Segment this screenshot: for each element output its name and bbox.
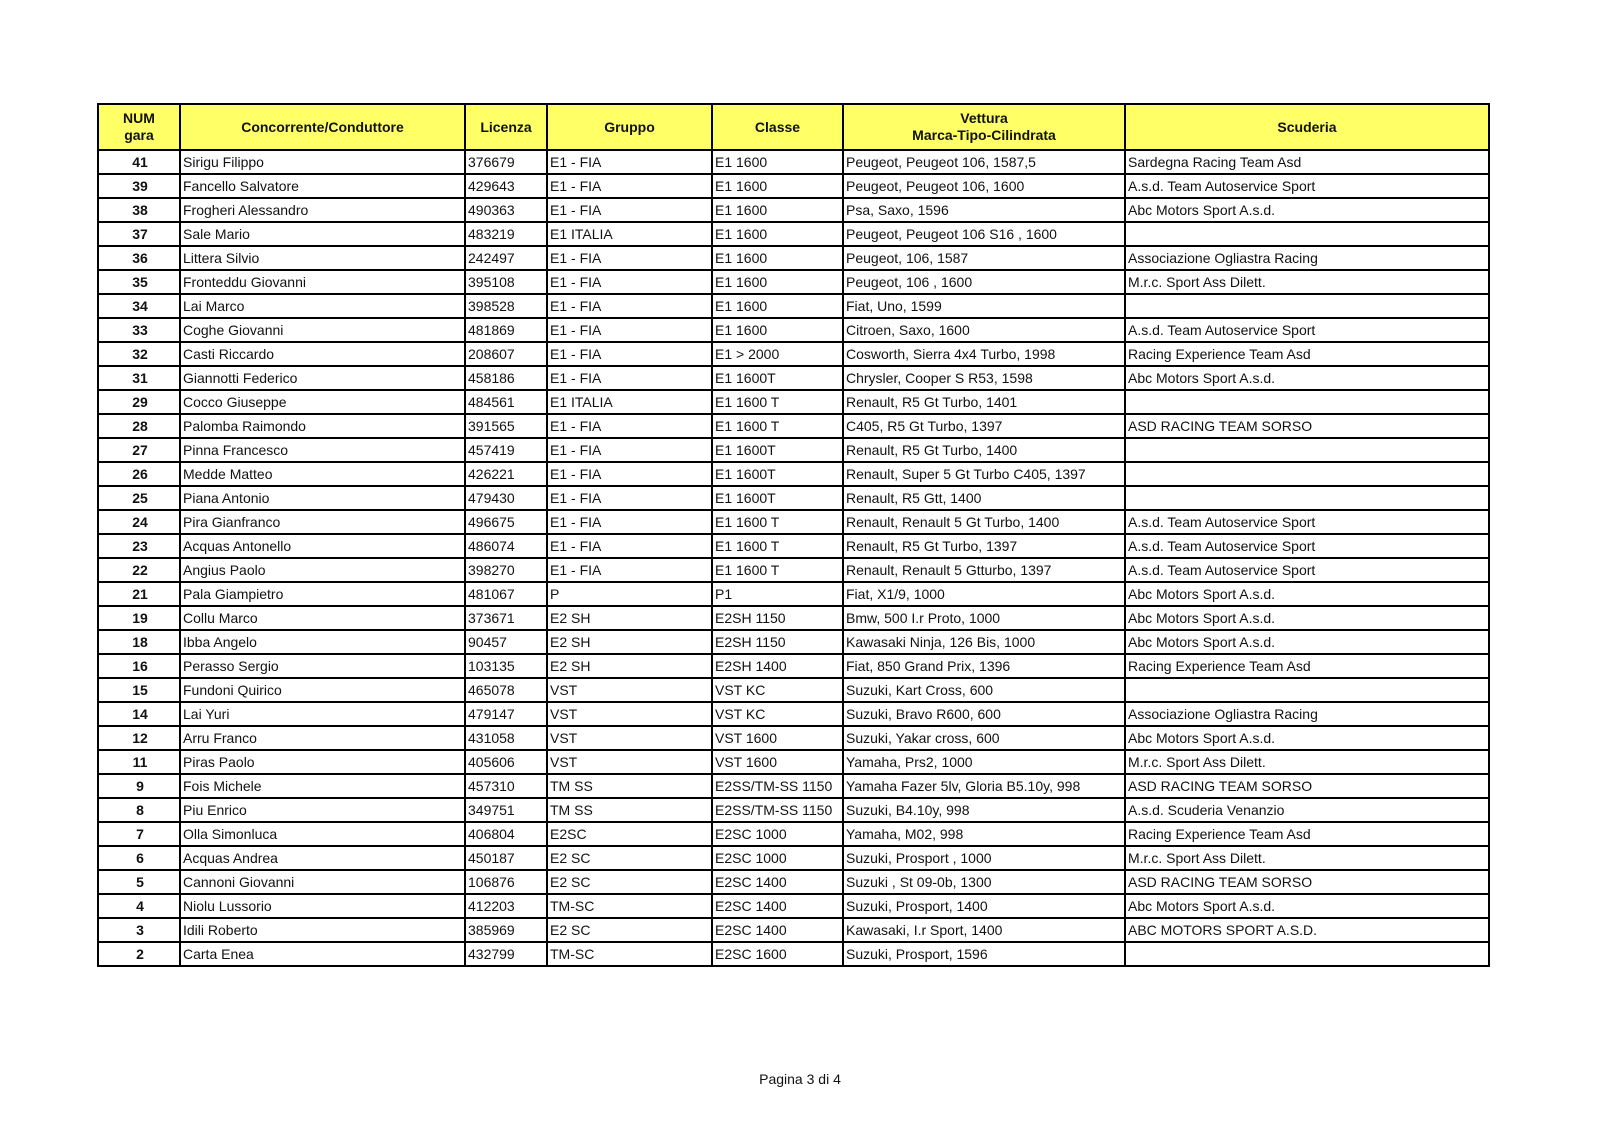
cell-driver: Sale Mario <box>180 222 465 246</box>
cell-car: Renault, Renault 5 Gt Turbo, 1400 <box>843 510 1125 534</box>
cell-team <box>1125 942 1489 966</box>
table-row <box>98 822 1489 846</box>
cell-num: 41 <box>98 150 180 174</box>
cell-num: 38 <box>98 198 180 222</box>
table-row <box>98 414 1489 438</box>
cell-team <box>1125 390 1489 414</box>
cell-group: E1 - FIA <box>547 462 712 486</box>
cell-team <box>1125 678 1489 702</box>
cell-license: 432799 <box>465 942 547 966</box>
cell-num: 24 <box>98 510 180 534</box>
cell-license: 450187 <box>465 846 547 870</box>
table-row <box>98 366 1489 390</box>
table-row <box>98 918 1489 942</box>
cell-driver: Coghe Giovanni <box>180 318 465 342</box>
table-row <box>98 774 1489 798</box>
cell-group: E2 SC <box>547 846 712 870</box>
cell-group: E1 - FIA <box>547 270 712 294</box>
cell-team: ASD RACING TEAM SORSO <box>1125 414 1489 438</box>
cell-class: E1 > 2000 <box>712 342 843 366</box>
cell-num: 8 <box>98 798 180 822</box>
header-group: Gruppo <box>547 104 712 150</box>
table-row <box>98 630 1489 654</box>
cell-license: 90457 <box>465 630 547 654</box>
header-car <box>843 104 1125 150</box>
table-row <box>98 222 1489 246</box>
cell-class: E1 1600T <box>712 462 843 486</box>
cell-car: Psa, Saxo, 1596 <box>843 198 1125 222</box>
cell-car: Suzuki, Prosport, 1596 <box>843 942 1125 966</box>
cell-license: 465078 <box>465 678 547 702</box>
cell-license: 373671 <box>465 606 547 630</box>
cell-team: Abc Motors Sport A.s.d. <box>1125 726 1489 750</box>
cell-team: Associazione Ogliastra Racing <box>1125 246 1489 270</box>
cell-driver: Casti Riccardo <box>180 342 465 366</box>
cell-group: E1 - FIA <box>547 366 712 390</box>
cell-license: 106876 <box>465 870 547 894</box>
cell-group: E1 ITALIA <box>547 222 712 246</box>
cell-num: 5 <box>98 870 180 894</box>
cell-car: Fiat, X1/9, 1000 <box>843 582 1125 606</box>
cell-class: E1 1600 T <box>712 414 843 438</box>
cell-group: E1 - FIA <box>547 414 712 438</box>
cell-group: E1 - FIA <box>547 510 712 534</box>
cell-license: 412203 <box>465 894 547 918</box>
cell-driver: Pala Giampietro <box>180 582 465 606</box>
cell-team: M.r.c. Sport Ass Dilett. <box>1125 750 1489 774</box>
cell-group: E1 - FIA <box>547 438 712 462</box>
cell-driver: Fancello Salvatore <box>180 174 465 198</box>
cell-team: Abc Motors Sport A.s.d. <box>1125 606 1489 630</box>
cell-driver: Fois Michele <box>180 774 465 798</box>
table-row <box>98 798 1489 822</box>
cell-car: Peugeot, 106 , 1600 <box>843 270 1125 294</box>
cell-class: VST KC <box>712 702 843 726</box>
table-row <box>98 342 1489 366</box>
cell-car: Renault, R5 Gt Turbo, 1400 <box>843 438 1125 462</box>
cell-driver: Piu Enrico <box>180 798 465 822</box>
cell-driver: Fundoni Quirico <box>180 678 465 702</box>
cell-license: 406804 <box>465 822 547 846</box>
cell-class: E1 1600T <box>712 438 843 462</box>
header-num-line1: NUM <box>123 110 155 126</box>
cell-num: 16 <box>98 654 180 678</box>
cell-driver: Cannoni Giovanni <box>180 870 465 894</box>
cell-class: E1 1600 T <box>712 534 843 558</box>
cell-car: Suzuki, Bravo R600, 600 <box>843 702 1125 726</box>
cell-num: 21 <box>98 582 180 606</box>
cell-team: Abc Motors Sport A.s.d. <box>1125 366 1489 390</box>
cell-car: Peugeot, 106, 1587 <box>843 246 1125 270</box>
table-row <box>98 174 1489 198</box>
table-row <box>98 390 1489 414</box>
table-row <box>98 678 1489 702</box>
cell-class: VST 1600 <box>712 750 843 774</box>
table-row <box>98 894 1489 918</box>
cell-class: E2SC 1600 <box>712 942 843 966</box>
header-car-line1: Vettura <box>960 110 1008 126</box>
cell-team: Sardegna Racing Team Asd <box>1125 150 1489 174</box>
cell-team: ASD RACING TEAM SORSO <box>1125 870 1489 894</box>
cell-car: Fiat, 850 Grand Prix, 1396 <box>843 654 1125 678</box>
header-car-line2: Marca-Tipo-Cilindrata <box>912 127 1056 143</box>
cell-num: 11 <box>98 750 180 774</box>
entry-list-table <box>97 103 1490 967</box>
cell-license: 242497 <box>465 246 547 270</box>
cell-car: Cosworth, Sierra 4x4 Turbo, 1998 <box>843 342 1125 366</box>
table-row <box>98 558 1489 582</box>
cell-num: 27 <box>98 438 180 462</box>
cell-license: 481067 <box>465 582 547 606</box>
cell-class: E2SC 1000 <box>712 846 843 870</box>
cell-team: Abc Motors Sport A.s.d. <box>1125 894 1489 918</box>
cell-driver: Niolu Lussorio <box>180 894 465 918</box>
cell-num: 4 <box>98 894 180 918</box>
cell-driver: Pira Gianfranco <box>180 510 465 534</box>
cell-driver: Palomba Raimondo <box>180 414 465 438</box>
cell-driver: Olla Simonluca <box>180 822 465 846</box>
cell-driver: Acquas Andrea <box>180 846 465 870</box>
cell-license: 479147 <box>465 702 547 726</box>
cell-class: E1 1600 T <box>712 558 843 582</box>
cell-num: 9 <box>98 774 180 798</box>
cell-license: 398270 <box>465 558 547 582</box>
cell-group: E2 SH <box>547 630 712 654</box>
cell-num: 29 <box>98 390 180 414</box>
page-footer: Pagina 3 di 4 <box>759 1071 841 1087</box>
cell-group: E1 ITALIA <box>547 390 712 414</box>
cell-group: VST <box>547 678 712 702</box>
cell-num: 7 <box>98 822 180 846</box>
cell-license: 496675 <box>465 510 547 534</box>
cell-license: 208607 <box>465 342 547 366</box>
cell-team: ASD RACING TEAM SORSO <box>1125 774 1489 798</box>
header-driver: Concorrente/Conduttore <box>180 104 465 150</box>
table-header-row <box>98 104 1489 150</box>
header-class: Classe <box>712 104 843 150</box>
cell-license: 483219 <box>465 222 547 246</box>
cell-group: TM-SC <box>547 942 712 966</box>
cell-license: 391565 <box>465 414 547 438</box>
cell-class: E1 1600 <box>712 150 843 174</box>
cell-num: 22 <box>98 558 180 582</box>
cell-car: Yamaha Fazer 5lv, Gloria B5.10y, 998 <box>843 774 1125 798</box>
cell-group: E2 SC <box>547 870 712 894</box>
cell-num: 34 <box>98 294 180 318</box>
cell-driver: Collu Marco <box>180 606 465 630</box>
cell-team <box>1125 462 1489 486</box>
cell-num: 19 <box>98 606 180 630</box>
cell-num: 36 <box>98 246 180 270</box>
cell-num: 14 <box>98 702 180 726</box>
cell-license: 385969 <box>465 918 547 942</box>
cell-car: Renault, R5 Gtt, 1400 <box>843 486 1125 510</box>
cell-license: 426221 <box>465 462 547 486</box>
cell-class: E2SC 1400 <box>712 870 843 894</box>
cell-team: Racing Experience Team Asd <box>1125 822 1489 846</box>
cell-num: 33 <box>98 318 180 342</box>
cell-class: E1 1600 <box>712 198 843 222</box>
table-row <box>98 198 1489 222</box>
cell-num: 32 <box>98 342 180 366</box>
cell-license: 484561 <box>465 390 547 414</box>
cell-car: Suzuki, Kart Cross, 600 <box>843 678 1125 702</box>
cell-team: A.s.d. Team Autoservice Sport <box>1125 534 1489 558</box>
table-row <box>98 870 1489 894</box>
cell-car: Suzuki, Prosport , 1000 <box>843 846 1125 870</box>
table-row <box>98 846 1489 870</box>
cell-group: E1 - FIA <box>547 246 712 270</box>
cell-license: 490363 <box>465 198 547 222</box>
table-row <box>98 294 1489 318</box>
table-row <box>98 606 1489 630</box>
table-row <box>98 534 1489 558</box>
cell-team: A.s.d. Team Autoservice Sport <box>1125 558 1489 582</box>
cell-class: VST 1600 <box>712 726 843 750</box>
cell-team: M.r.c. Sport Ass Dilett. <box>1125 846 1489 870</box>
table-row <box>98 654 1489 678</box>
cell-driver: Lai Marco <box>180 294 465 318</box>
cell-car: Renault, Renault 5 Gtturbo, 1397 <box>843 558 1125 582</box>
cell-group: E1 - FIA <box>547 558 712 582</box>
cell-group: E2SC <box>547 822 712 846</box>
cell-group: VST <box>547 750 712 774</box>
cell-car: Yamaha, M02, 998 <box>843 822 1125 846</box>
cell-driver: Pinna Francesco <box>180 438 465 462</box>
cell-car: Suzuki, Yakar cross, 600 <box>843 726 1125 750</box>
cell-group: E1 - FIA <box>547 294 712 318</box>
cell-driver: Frogheri Alessandro <box>180 198 465 222</box>
table-row <box>98 510 1489 534</box>
cell-class: E1 1600T <box>712 366 843 390</box>
cell-team: Associazione Ogliastra Racing <box>1125 702 1489 726</box>
cell-driver: Arru Franco <box>180 726 465 750</box>
table-row <box>98 462 1489 486</box>
cell-team: Abc Motors Sport A.s.d. <box>1125 582 1489 606</box>
cell-class: E1 1600 <box>712 246 843 270</box>
cell-class: E2SH 1400 <box>712 654 843 678</box>
cell-car: Renault, R5 Gt Turbo, 1397 <box>843 534 1125 558</box>
table-row <box>98 270 1489 294</box>
cell-team: Abc Motors Sport A.s.d. <box>1125 198 1489 222</box>
cell-num: 31 <box>98 366 180 390</box>
cell-license: 458186 <box>465 366 547 390</box>
cell-group: E1 - FIA <box>547 534 712 558</box>
cell-class: VST KC <box>712 678 843 702</box>
cell-license: 376679 <box>465 150 547 174</box>
cell-class: E1 1600 <box>712 174 843 198</box>
header-team: Scuderia <box>1125 104 1489 150</box>
table-row <box>98 750 1489 774</box>
cell-team: M.r.c. Sport Ass Dilett. <box>1125 270 1489 294</box>
cell-driver: Idili Roberto <box>180 918 465 942</box>
cell-license: 429643 <box>465 174 547 198</box>
cell-num: 28 <box>98 414 180 438</box>
table-row <box>98 486 1489 510</box>
cell-driver: Perasso Sergio <box>180 654 465 678</box>
cell-team: Abc Motors Sport A.s.d. <box>1125 630 1489 654</box>
cell-class: E1 1600 <box>712 222 843 246</box>
cell-group: E1 - FIA <box>547 486 712 510</box>
header-license: Licenza <box>465 104 547 150</box>
cell-num: 18 <box>98 630 180 654</box>
cell-car: Peugeot, Peugeot 106, 1600 <box>843 174 1125 198</box>
cell-car: Bmw, 500 I.r Proto, 1000 <box>843 606 1125 630</box>
cell-class: E2SS/TM-SS 1150 <box>712 798 843 822</box>
cell-car: Citroen, Saxo, 1600 <box>843 318 1125 342</box>
cell-team <box>1125 294 1489 318</box>
cell-car: Kawasaki Ninja, 126 Bis, 1000 <box>843 630 1125 654</box>
cell-class: E1 1600 <box>712 294 843 318</box>
cell-license: 395108 <box>465 270 547 294</box>
cell-car: Suzuki, B4.10y, 998 <box>843 798 1125 822</box>
cell-group: E2 SH <box>547 654 712 678</box>
cell-team: A.s.d. Team Autoservice Sport <box>1125 174 1489 198</box>
cell-team <box>1125 222 1489 246</box>
cell-num: 39 <box>98 174 180 198</box>
cell-license: 431058 <box>465 726 547 750</box>
cell-car: C405, R5 Gt Turbo, 1397 <box>843 414 1125 438</box>
cell-car: Kawasaki, I.r Sport, 1400 <box>843 918 1125 942</box>
cell-group: TM-SC <box>547 894 712 918</box>
cell-class: E2SS/TM-SS 1150 <box>712 774 843 798</box>
cell-class: E2SC 1400 <box>712 894 843 918</box>
cell-team: A.s.d. Scuderia Venanzio <box>1125 798 1489 822</box>
cell-group: E1 - FIA <box>547 342 712 366</box>
cell-driver: Cocco Giuseppe <box>180 390 465 414</box>
cell-num: 12 <box>98 726 180 750</box>
cell-driver: Sirigu Filippo <box>180 150 465 174</box>
table-row <box>98 246 1489 270</box>
cell-car: Yamaha, Prs2, 1000 <box>843 750 1125 774</box>
cell-class: E1 1600 <box>712 270 843 294</box>
cell-car: Renault, R5 Gt Turbo, 1401 <box>843 390 1125 414</box>
cell-num: 3 <box>98 918 180 942</box>
cell-class: E1 1600 <box>712 318 843 342</box>
cell-group: TM SS <box>547 774 712 798</box>
header-num-line2: gara <box>124 127 154 143</box>
cell-driver: Ibba Angelo <box>180 630 465 654</box>
cell-team: A.s.d. Team Autoservice Sport <box>1125 510 1489 534</box>
cell-car: Suzuki , St 09-0b, 1300 <box>843 870 1125 894</box>
cell-group: E2 SC <box>547 918 712 942</box>
table-row <box>98 942 1489 966</box>
cell-class: E1 1600T <box>712 486 843 510</box>
table-row <box>98 318 1489 342</box>
cell-license: 349751 <box>465 798 547 822</box>
cell-driver: Carta Enea <box>180 942 465 966</box>
cell-license: 398528 <box>465 294 547 318</box>
cell-driver: Littera Silvio <box>180 246 465 270</box>
cell-team: Racing Experience Team Asd <box>1125 342 1489 366</box>
cell-num: 35 <box>98 270 180 294</box>
cell-team <box>1125 438 1489 462</box>
cell-group: E1 - FIA <box>547 174 712 198</box>
cell-num: 6 <box>98 846 180 870</box>
cell-driver: Piras Paolo <box>180 750 465 774</box>
table-row <box>98 582 1489 606</box>
cell-driver: Acquas Antonello <box>180 534 465 558</box>
cell-car: Suzuki, Prosport, 1400 <box>843 894 1125 918</box>
cell-car: Peugeot, Peugeot 106 S16 , 1600 <box>843 222 1125 246</box>
cell-group: VST <box>547 726 712 750</box>
cell-driver: Medde Matteo <box>180 462 465 486</box>
cell-class: E1 1600 T <box>712 510 843 534</box>
cell-driver: Giannotti Federico <box>180 366 465 390</box>
cell-group: E1 - FIA <box>547 318 712 342</box>
cell-license: 103135 <box>465 654 547 678</box>
table-row <box>98 150 1489 174</box>
cell-num: 37 <box>98 222 180 246</box>
table-body <box>98 150 1489 966</box>
cell-class: P1 <box>712 582 843 606</box>
cell-license: 457419 <box>465 438 547 462</box>
cell-driver: Fronteddu Giovanni <box>180 270 465 294</box>
cell-car: Chrysler, Cooper S R53, 1598 <box>843 366 1125 390</box>
cell-license: 405606 <box>465 750 547 774</box>
cell-num: 2 <box>98 942 180 966</box>
cell-num: 25 <box>98 486 180 510</box>
cell-group: E1 - FIA <box>547 198 712 222</box>
cell-num: 15 <box>98 678 180 702</box>
table-row <box>98 702 1489 726</box>
cell-class: E2SC 1400 <box>712 918 843 942</box>
cell-class: E1 1600 T <box>712 390 843 414</box>
cell-team: ABC MOTORS SPORT A.S.D. <box>1125 918 1489 942</box>
cell-group: TM SS <box>547 798 712 822</box>
table-row <box>98 438 1489 462</box>
header-num-gara <box>98 104 180 150</box>
cell-driver: Angius Paolo <box>180 558 465 582</box>
cell-group: E2 SH <box>547 606 712 630</box>
cell-license: 479430 <box>465 486 547 510</box>
cell-group: VST <box>547 702 712 726</box>
cell-license: 486074 <box>465 534 547 558</box>
table-row <box>98 726 1489 750</box>
cell-car: Fiat, Uno, 1599 <box>843 294 1125 318</box>
cell-license: 481869 <box>465 318 547 342</box>
cell-car: Renault, Super 5 Gt Turbo C405, 1397 <box>843 462 1125 486</box>
cell-class: E2SC 1000 <box>712 822 843 846</box>
cell-num: 26 <box>98 462 180 486</box>
cell-group: P <box>547 582 712 606</box>
cell-car: Peugeot, Peugeot 106, 1587,5 <box>843 150 1125 174</box>
cell-license: 457310 <box>465 774 547 798</box>
cell-num: 23 <box>98 534 180 558</box>
cell-driver: Lai Yuri <box>180 702 465 726</box>
cell-team <box>1125 486 1489 510</box>
cell-driver: Piana Antonio <box>180 486 465 510</box>
cell-team: Racing Experience Team Asd <box>1125 654 1489 678</box>
cell-team: A.s.d. Team Autoservice Sport <box>1125 318 1489 342</box>
cell-class: E2SH 1150 <box>712 630 843 654</box>
cell-class: E2SH 1150 <box>712 606 843 630</box>
cell-group: E1 - FIA <box>547 150 712 174</box>
